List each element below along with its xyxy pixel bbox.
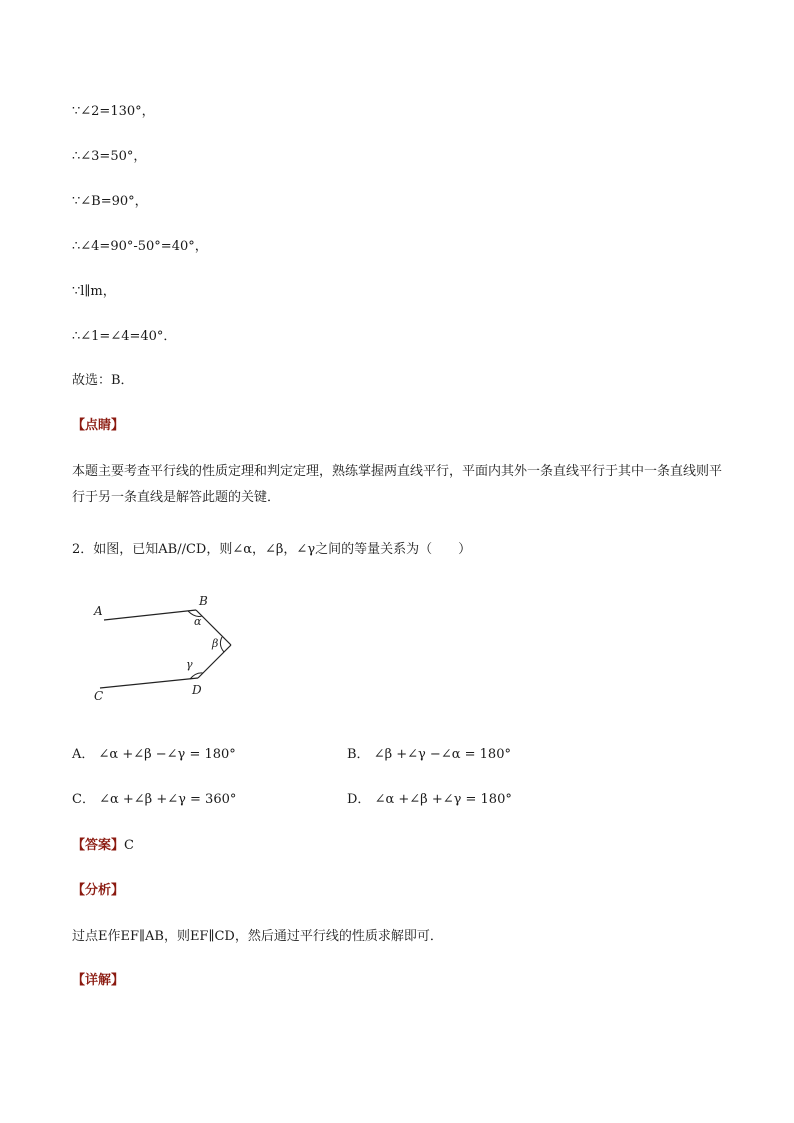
option-a xyxy=(72,746,236,764)
solution-line-4: ∴∠4=90°-50°=40°， xyxy=(72,239,208,254)
label-angle-alpha: α xyxy=(194,615,202,628)
detail-label: 【详解】 xyxy=(72,973,125,988)
option-c-expr: ∠α +∠β +∠γ = 360° xyxy=(99,792,237,807)
solution-line-2: ∴∠3=50°， xyxy=(72,149,147,164)
option-c-letter: C． xyxy=(72,792,95,807)
option-a-letter: A． xyxy=(72,747,95,762)
analysis-label: 【分析】 xyxy=(72,883,125,898)
answer-row xyxy=(72,837,134,855)
option-b-expr: ∠β +∠γ −∠α = 180° xyxy=(373,747,511,762)
answer-label: 【答案】 xyxy=(72,838,125,853)
question-text: 2．如图，已知AB//CD，则∠α，∠β，∠γ之间的等量关系为（ ） xyxy=(72,542,472,557)
solution-conclusion: 故选：B． xyxy=(72,373,134,388)
option-d xyxy=(347,791,512,809)
solution-line-5: ∵l∥m， xyxy=(72,284,116,299)
option-d-letter: D． xyxy=(347,792,371,807)
label-angle-gamma: γ xyxy=(186,658,193,671)
answer-value: C xyxy=(124,838,134,853)
option-c xyxy=(72,791,236,809)
option-a-expr: ∠α +∠β −∠γ = 180° xyxy=(98,747,236,762)
label-angle-beta: β xyxy=(212,637,219,650)
label-point-d: D xyxy=(192,683,202,697)
solution-line-3: ∵∠B=90°， xyxy=(72,194,148,209)
label-point-b: B xyxy=(199,594,208,608)
comment-text: 本题主要考查平行线的性质定理和判定定理，熟练掌握两直线平行，平面内其外一条直线平行于其中一条直线则平行于另一条直线是解答此题的关键． xyxy=(72,464,723,505)
option-d-expr: ∠α +∠β +∠γ = 180° xyxy=(374,792,512,807)
solution-line-1: ∵∠2=130°， xyxy=(72,104,155,119)
analysis-text: 过点E作EF∥AB，则EF∥CD，然后通过平行线的性质求解即可． xyxy=(72,929,443,944)
option-b-letter: B． xyxy=(347,747,370,762)
option-b xyxy=(347,746,511,764)
label-point-a: A xyxy=(94,604,103,618)
comment-label: 【点睛】 xyxy=(72,418,125,433)
geometry-figure xyxy=(88,590,268,705)
solution-line-6: ∴∠1=∠4=40°． xyxy=(72,329,177,344)
label-point-c: C xyxy=(94,689,104,703)
